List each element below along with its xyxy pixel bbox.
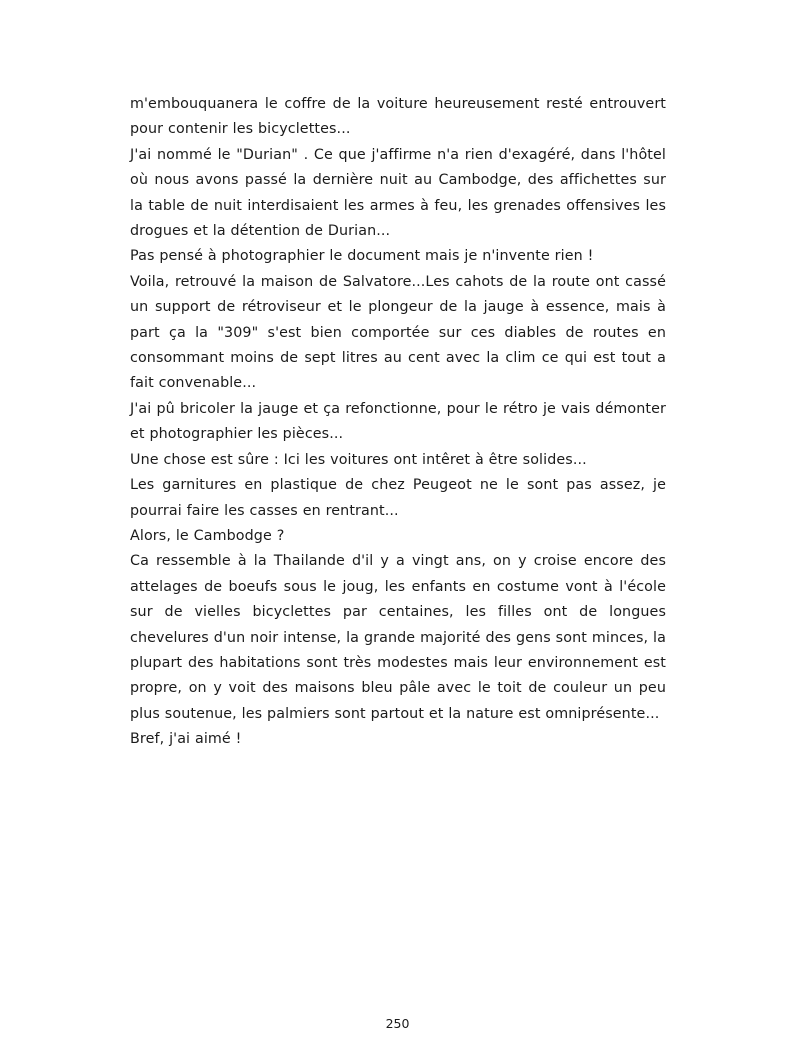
paragraph: J'ai pû bricoler la jauge et ça refonctionne, pour le rétro je vais démonter et photographier les pièces...: [130, 400, 666, 443]
page-number: 250: [385, 1016, 410, 1031]
body-text-column: [130, 92, 666, 753]
paragraph: J'ai nommé le "Durian" . Ce que j'affirme n'a rien d'exagéré, dans l'hôtel où nous avons passé la dernière nuit au Cambodge, des affichettes sur la table de nuit interdisaient les armes à feu, les grenades offensives les drogues et la détention de Durian...: [130, 146, 666, 240]
paragraph: Pas pensé à photographier le document mais je n'invente rien !: [130, 248, 594, 265]
paragraph: Alors, le Cambodge ?: [130, 527, 285, 544]
paragraph: Les garnitures en plastique de chez Peugeot ne le sont pas assez, je pourrai faire les casses en rentrant...: [130, 477, 666, 519]
paragraph: Bref, j'ai aimé !: [130, 731, 242, 748]
paragraph: Voila, retrouvé la maison de Salvatore...Les cahots de la route ont cassé un support de rétroviseur et le plongeur de la jauge à essence, mais à part ça la "309" s'est bien comportée sur ces diables de routes en consommant moins de sept litres au cent avec la clim ce qui est tout a fait convenable...: [130, 273, 666, 392]
paragraph: Ca ressemble à la Thailande d'il y a vingt ans, on y croise encore des attelages de boeufs sous le joug, les enfants en costume vont à l'école sur de vielles bicyclettes par centaines, les filles ont de longues chevelures d'un noir intense, la grande majorité des gens sont minces, la plupart des habitations sont très modestes mais leur environnement est propre, on y voit des maisons bleu pâle avec le toit de couleur un peu plus soutenue, les palmiers sont partout et la nature est omniprésente...: [130, 553, 666, 722]
paragraph: Une chose est sûre : Ici les voitures ont intêret à être solides...: [130, 451, 587, 468]
paragraph: m'embouquanera le coffre de la voiture heureusement resté entrouvert pour contenir les bicyclettes...: [130, 96, 666, 138]
